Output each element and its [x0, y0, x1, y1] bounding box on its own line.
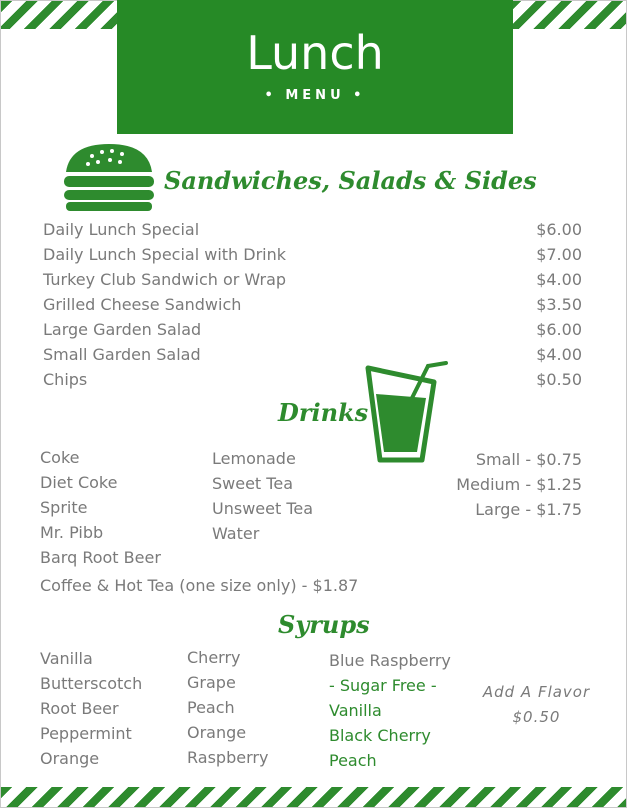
menu-item-name: Grilled Cheese Sandwich: [43, 295, 242, 314]
menu-item-name: Chips: [43, 370, 88, 389]
add-flavor-price: $0.50: [512, 708, 561, 726]
drinks-heading: Drinks: [278, 398, 369, 427]
menu-item-price: $6.00: [536, 220, 582, 239]
syrup-item: Peppermint: [40, 724, 132, 743]
sugar-free-syrup-item: Black Cherry: [329, 726, 431, 745]
syrup-item: Orange: [187, 723, 247, 742]
menu-item-price: $0.50: [536, 370, 582, 389]
syrup-item: Cherry: [187, 648, 241, 667]
drink-item: Unsweet Tea: [212, 499, 314, 518]
menu-item-name: Turkey Club Sandwich or Wrap: [43, 270, 287, 289]
drink-item: Coke: [40, 448, 80, 467]
drink-item: Lemonade: [212, 449, 296, 468]
drink-size-price: Large - $1.75: [475, 500, 582, 519]
coffee-tea-price: Coffee & Hot Tea (one size only) - $1.87: [40, 576, 359, 595]
menu-item-name: Large Garden Salad: [43, 320, 202, 339]
menu-item-price: $4.00: [536, 345, 582, 364]
menu-item-price: $4.00: [536, 270, 582, 289]
page-title: Lunch: [246, 26, 384, 80]
syrup-item: Vanilla: [40, 649, 93, 668]
menu-item-name: Daily Lunch Special: [43, 220, 200, 239]
add-flavor-label: Add A Flavor: [482, 683, 591, 701]
sugar-free-label: - Sugar Free -: [329, 676, 437, 695]
menu-item-price: $7.00: [536, 245, 582, 264]
menu-item-name: Daily Lunch Special with Drink: [43, 245, 287, 264]
drink-size-price: Medium - $1.25: [456, 475, 582, 494]
drink-size-price: Small - $0.75: [475, 450, 582, 469]
sandwiches-heading: Sandwiches, Salads & Sides: [164, 166, 537, 195]
drink-item: Water: [212, 524, 260, 543]
syrup-item: Root Beer: [40, 699, 119, 718]
drink-item: Mr. Pibb: [40, 523, 104, 542]
sugar-free-syrup-item: Vanilla: [329, 701, 382, 720]
bottom-stripe-border: [1, 787, 626, 807]
menu-item-price: $3.50: [536, 295, 582, 314]
syrup-item: Raspberry: [187, 748, 269, 767]
page-subtitle: • MENU •: [264, 88, 366, 103]
drink-item: Sprite: [40, 498, 88, 517]
syrups-heading: Syrups: [278, 610, 370, 639]
syrup-item: Orange: [40, 749, 100, 768]
drink-item: Diet Coke: [40, 473, 118, 492]
syrup-item: Blue Raspberry: [329, 651, 451, 670]
sugar-free-syrup-item: Peach: [329, 751, 377, 770]
syrup-item: Peach: [187, 698, 235, 717]
menu-item-price: $6.00: [536, 320, 582, 339]
drink-item: Sweet Tea: [212, 474, 293, 493]
syrup-item: Butterscotch: [40, 674, 143, 693]
title-banner: [117, 0, 513, 134]
menu-item-name: Small Garden Salad: [43, 345, 201, 364]
drink-item: Barq Root Beer: [40, 548, 161, 567]
burger-icon: [62, 142, 156, 212]
syrup-item: Grape: [187, 673, 236, 692]
